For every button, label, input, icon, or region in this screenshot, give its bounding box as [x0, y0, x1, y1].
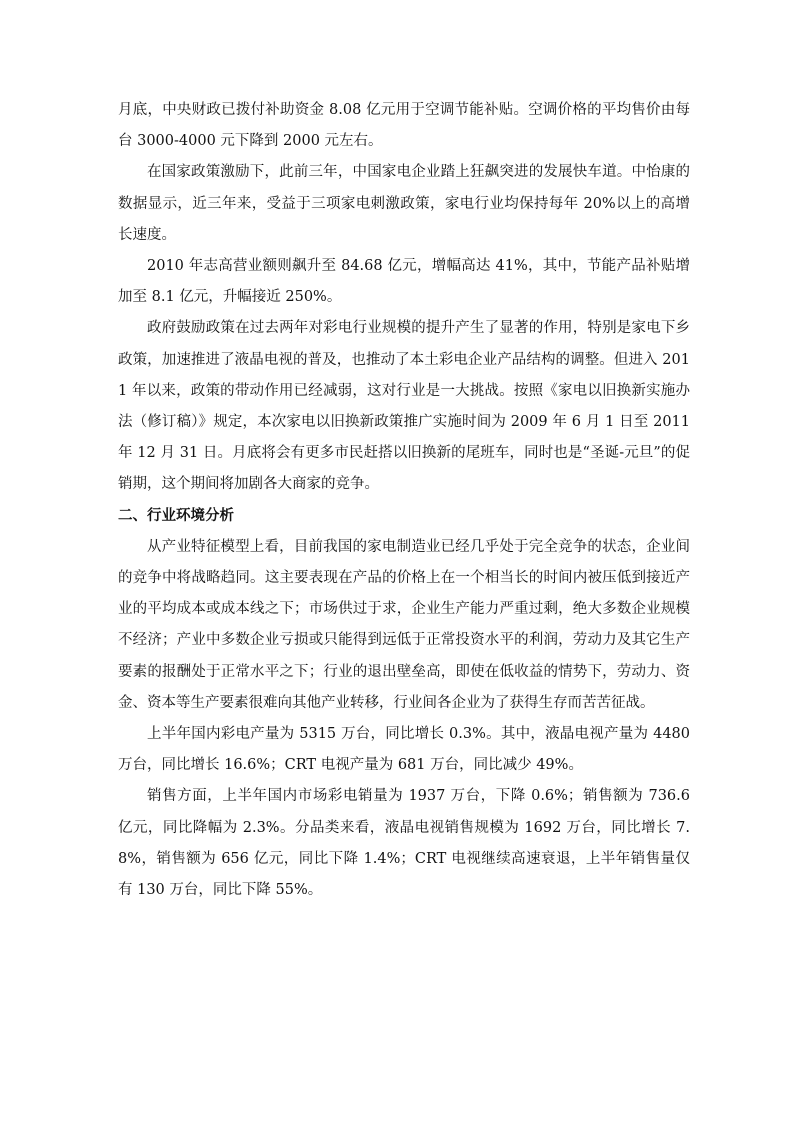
paragraph-chigo-revenue: 2010 年志高营业额则飙升至 84.68 亿元，增幅高达 41%，其中，节能产品补贴增加至 8.1 亿元，升幅接近 250%。 [118, 258, 690, 306]
paragraph-policy-impact: 政府鼓励政策在过去两年对彩电行业规模的提升产生了显著的作用，特别是家电下乡政策，加速推进了液晶电视的普及，也推动了本土彩电企业产品结构的调整。但进入 2011 年以来，政策的带动作用已经减弱，这对行业是一大挑战。按照《家电以旧换新实施办法（修订稿）》规定，本次家电以旧换新政策推广实施时间为 2009 年 6 月 1 日至 2011 年 12 月 31 日。月底将会有更多市民赶搭以旧换新的尾班车，同时也是“圣诞-元旦”的促销期，这个期间将加剧各大商家的竞争。 [118, 320, 690, 493]
paragraph-production: 上半年国内彩电产量为 5315 万台，同比增长 0.3%。其中，液晶电视产量为 4480 万台，同比增长 16.6%；CRT 电视产量为 681 万台，同比减少 49%。 [118, 726, 690, 774]
paragraph-policy-growth: 在国家政策激励下，此前三年，中国家电企业踏上狂飙突进的发展快车道。中怡康的数据显示，近三年来，受益于三项家电刺激政策，家电行业均保持每年 20%以上的高增长速度。 [118, 164, 690, 243]
section-heading: 二、行业环境分析 [118, 507, 234, 524]
paragraph-industry-model: 从产业特征模型上看，目前我国的家电制造业已经几乎处于完全竞争的状态，企业间的竞争中将战略趋同。这主要表现在产品的价格上在一个相当长的时间内被压低到接近产业的平均成本或成本线之下；市场供过于求，企业生产能力严重过剩，绝大多数企业规模不经济；产业中多数企业亏损或只能得到远低于正常投资水平的利润，劳动力及其它生产要素的报酬处于正常水平之下；行业的退出壁垒高，即使在低收益的情势下，劳动力、资金、资本等生产要素很难向其他产业转移，行业间各企业为了获得生存而苦苦征战。 [118, 538, 690, 711]
paragraph-sales: 销售方面，上半年国内市场彩电销量为 1937 万台，下降 0.6%；销售额为 736.6 亿元，同比降幅为 2.3%。分品类来看，液晶电视销售规模为 1692 万台，同比增长 7.8%，销售额为 656 亿元，同比下降 1.4%；CRT 电视继续高速衰退，上半年销售量仅有 130 万台，同比下降 55%。 [118, 788, 690, 899]
paragraph-continuation: 月底，中央财政已拨付补助资金 8.08 亿元用于空调节能补贴。空调价格的平均售价由每台 3000-4000 元下降到 2000 元左右。 [118, 102, 690, 150]
document-body [118, 95, 690, 906]
